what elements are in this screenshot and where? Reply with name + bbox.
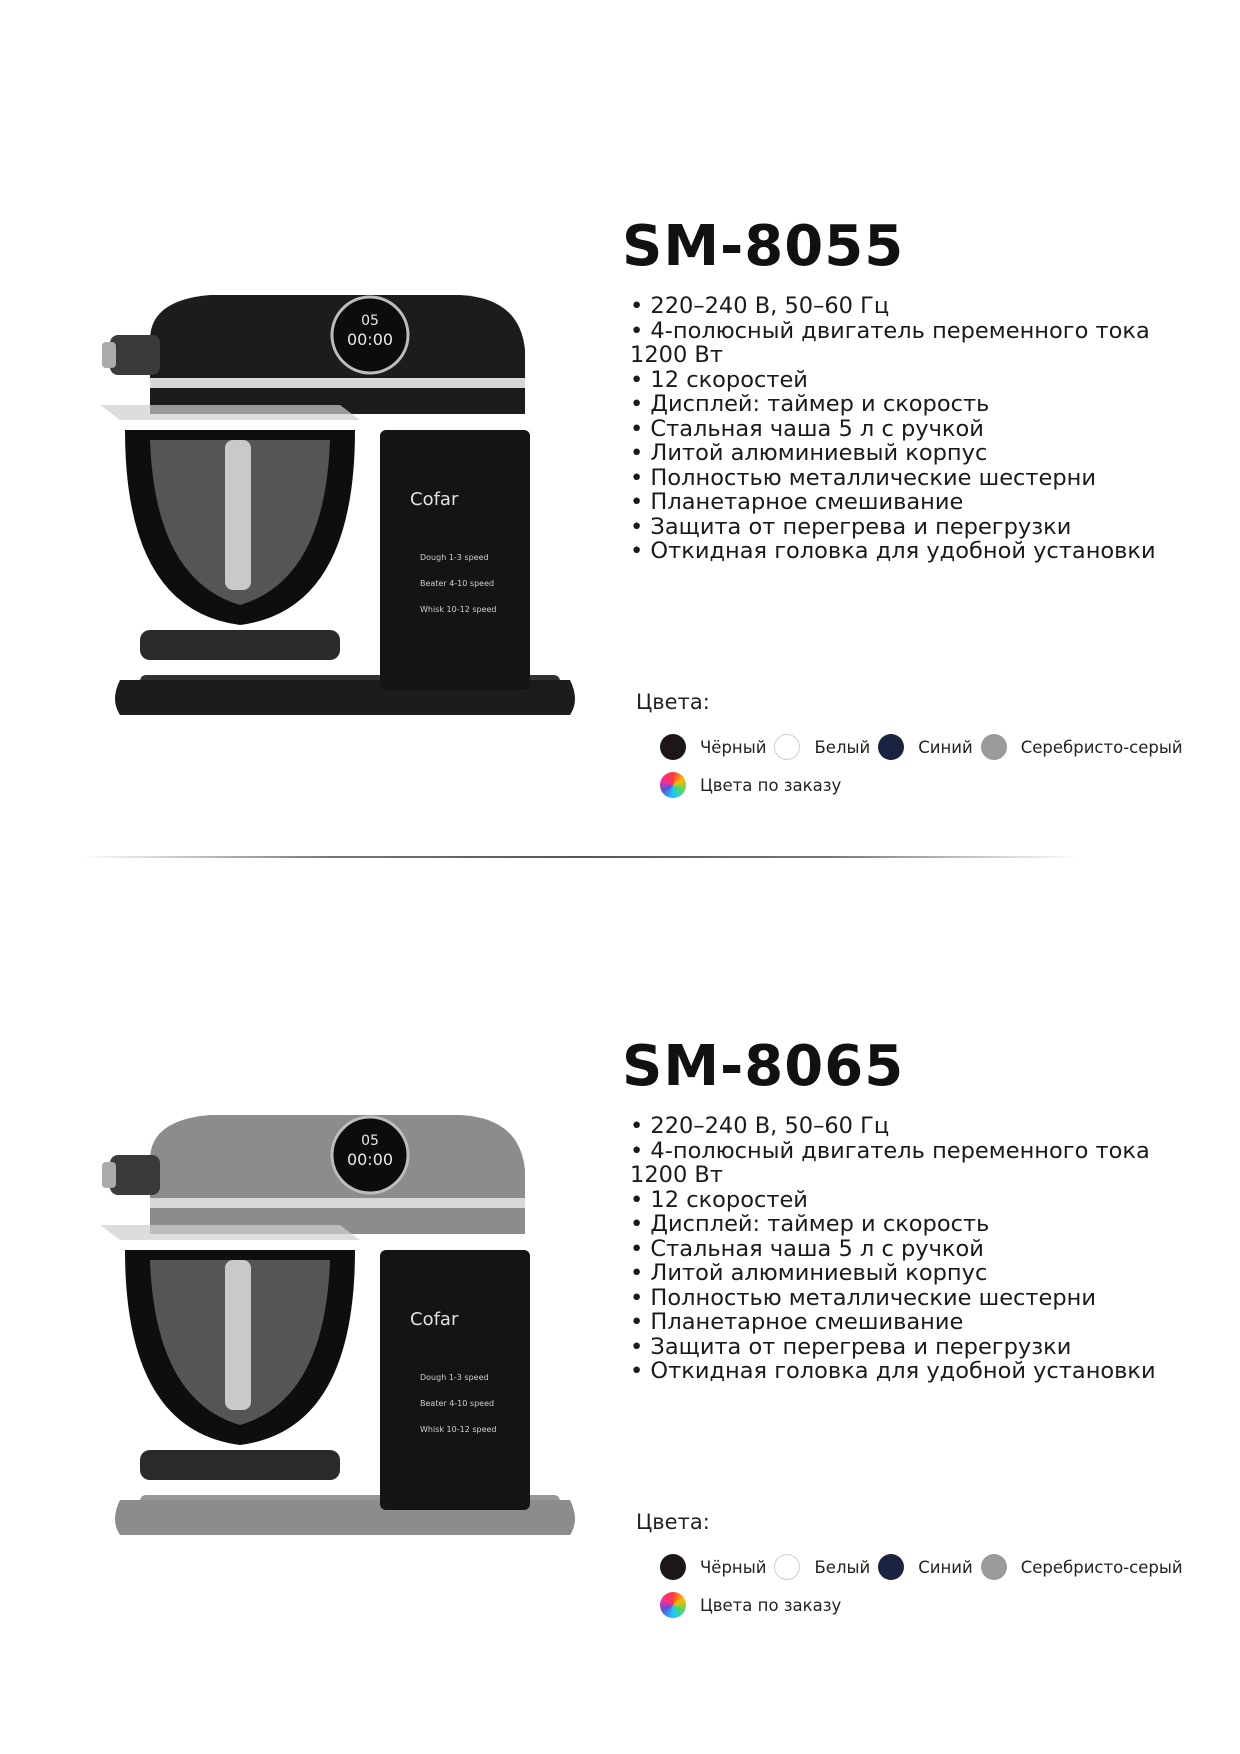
swatch [878,734,972,760]
swatch [878,1554,972,1580]
feature-item: • 12 скоростей [630,366,808,393]
display-time: 00:00 [346,330,394,349]
swatch [660,734,766,760]
swatch [774,734,870,760]
model-title: SM-8065 [622,1034,905,1099]
colors-label: Цвета: [636,1510,710,1534]
color-dot-icon [981,1554,1007,1580]
swatch [981,734,1183,760]
color-dot-icon [660,1554,686,1580]
speed-line-dough: Dough 1-3 speed [420,1373,489,1382]
color-swatches [660,728,1183,804]
feature-item: • Дисплей: таймер и скорость [630,391,990,417]
feature-item: • Стальная чаша 5 л с ручкой [630,1235,984,1262]
swatch-label: Синий [918,1557,973,1577]
brand-logo: Cofar [410,489,459,510]
color-dot-icon [774,1554,800,1580]
swatch-label: Белый [814,737,871,757]
feature-item: • Дисплей: таймер и скорость [630,1211,990,1237]
model-title: SM-8055 [622,214,905,279]
swatch [660,1554,766,1580]
colors-label: Цвета: [636,690,710,714]
brand-logo: Cofar [410,1309,459,1330]
speed-line-dough: Dough 1-3 speed [420,553,489,562]
feature-list [630,1114,1190,1384]
feature-item: • Защита от перегрева и перегрузки [630,1333,1072,1360]
feature-item: • Защита от перегрева и перегрузки [630,513,1072,540]
swatch [660,1592,841,1618]
mixer-image-silver [80,1100,600,1620]
color-dot-icon [878,1554,904,1580]
display-time: 00:00 [346,1150,394,1169]
swatch-label: Чёрный [700,1557,767,1577]
feature-item: • 4-полюсный двигатель переменного тока 1200 Вт [630,1137,1150,1188]
color-dot-icon [774,734,800,760]
swatch-label: Чёрный [700,737,767,757]
swatch [774,1554,870,1580]
color-dot-icon [660,734,686,760]
feature-item: • Стальная чаша 5 л с ручкой [630,415,984,442]
feature-item: • Планетарное смешивание [630,1309,964,1335]
swatch [660,772,841,798]
feature-list [630,294,1190,564]
swatch-label: Серебристо-серый [1020,1557,1183,1577]
feature-item: • Планетарное смешивание [630,489,964,515]
color-dot-icon [878,734,904,760]
product-sm-8055 [0,0,1240,795]
feature-item: • Литой алюминиевый корпус [630,440,988,466]
stand-mixer-illustration [80,1100,600,1560]
stand-mixer-illustration [80,280,600,740]
feature-item: • Полностью металлические шестерни [630,1284,1096,1311]
display-top: 05 [361,313,379,329]
feature-item: • 4-полюсный двигатель переменного тока 1200 Вт [630,317,1150,368]
mixer-image-black [80,280,600,800]
color-dot-icon [660,772,686,798]
feature-item: • 12 скоростей [630,1186,808,1213]
feature-item: • Откидная головка для удобной установки [630,538,1156,564]
feature-item: • Литой алюминиевый корпус [630,1260,988,1286]
swatch-label: Белый [814,1557,871,1577]
swatch [981,1554,1183,1580]
swatch-label: Синий [918,737,973,757]
speed-line-whisk: Whisk 10-12 speed [420,1425,497,1434]
swatch-label: Цвета по заказу [700,775,842,795]
feature-item: • Откидная головка для удобной установки [630,1358,1156,1384]
speed-line-whisk: Whisk 10-12 speed [420,605,497,614]
speed-line-beater: Beater 4-10 speed [420,1399,495,1408]
feature-item: • 220–240 В, 50–60 Гц [630,293,890,319]
feature-item: • Полностью металлические шестерни [630,464,1096,491]
speed-line-beater: Beater 4-10 speed [420,579,495,588]
color-dot-icon [660,1592,686,1618]
color-swatches [660,1548,1183,1624]
swatch-label: Цвета по заказу [700,1595,842,1615]
feature-item: • 220–240 В, 50–60 Гц [630,1113,890,1139]
display-top: 05 [361,1133,379,1149]
color-dot-icon [981,734,1007,760]
product-sm-8065 [0,820,1240,1615]
swatch-label: Серебристо-серый [1020,737,1183,757]
